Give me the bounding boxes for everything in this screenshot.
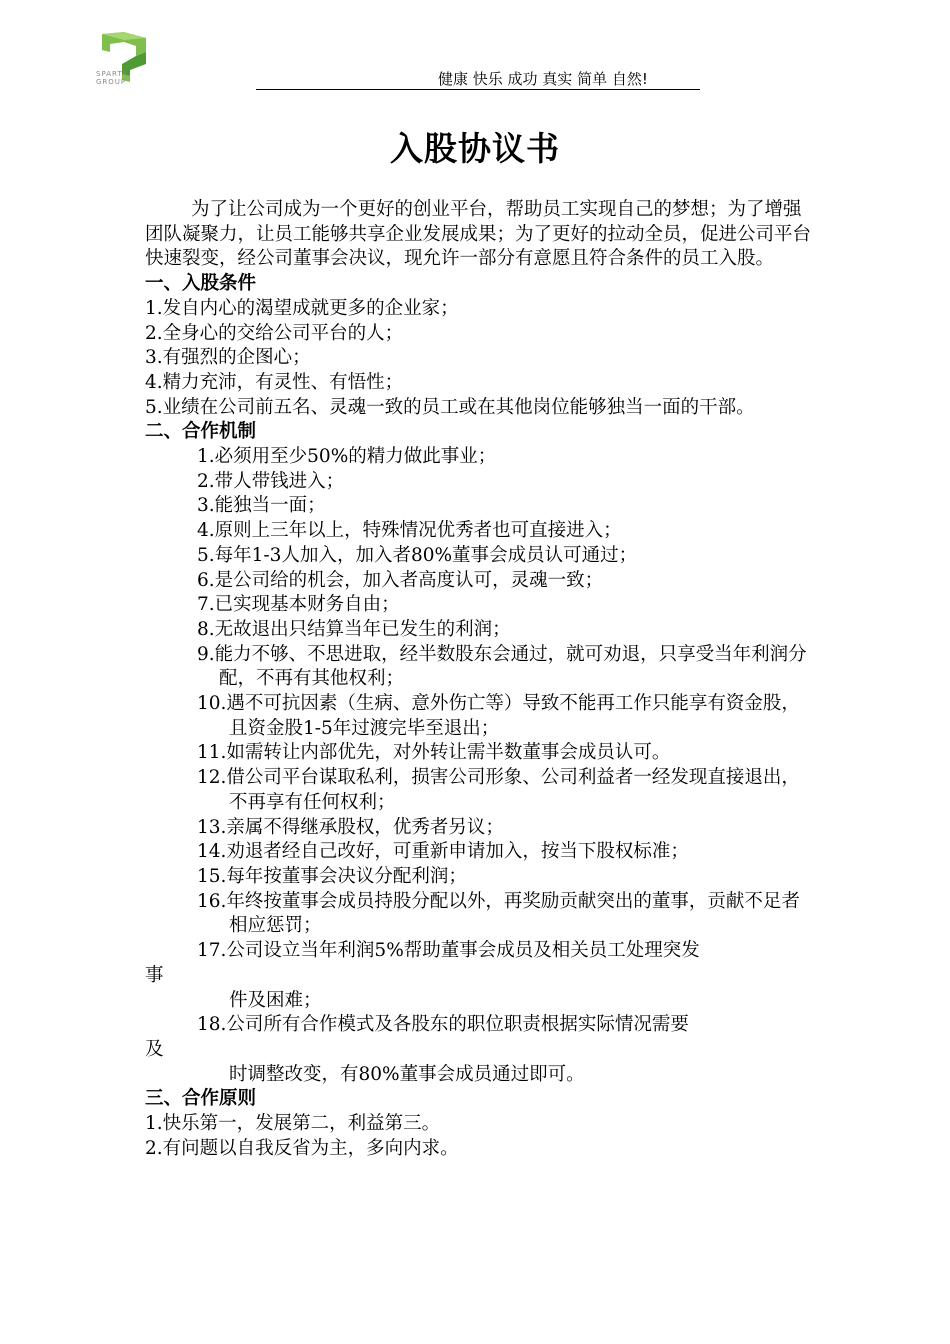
- list-item: 10.遇不可抗因素（生病、意外伤亡等）导致不能再工作只能享有资金股，且资金股1-5年过渡完毕至退出；: [197, 693, 800, 739]
- list-item-continuation: 时调整改变，有80%董事会成员通过即可。: [229, 1063, 585, 1085]
- document-body: [145, 198, 811, 1161]
- section-heading-mechanism: 二、合作机制: [145, 421, 257, 443]
- list-item: 9.能力不够、不思进取，经半数股东会通过，就可劝退，只享受当年利润分配，不再有其他权利；: [197, 643, 807, 690]
- section-heading-principles: 三、合作原则: [145, 1088, 257, 1110]
- list-item: 1.发自内心的渴望成就更多的企业家；: [145, 297, 459, 319]
- list-item: 1.必须用至少50%的精力做此事业；: [197, 446, 497, 468]
- list-item: 8.无故退出只结算当年已发生的利润；: [197, 618, 511, 640]
- logo-text: [96, 70, 128, 86]
- list-item: 4.精力充沛，有灵性、有悟性；: [145, 371, 404, 393]
- list-item: 11.如需转让内部优先，对外转让需半数董事会成员认可。: [197, 742, 671, 764]
- list-item-wrap: 事: [145, 964, 164, 986]
- list-item-continuation: 件及困难；: [229, 989, 322, 1011]
- logo-line: GROUP: [96, 78, 127, 86]
- list-item: 3.有强烈的企图心；: [145, 347, 311, 369]
- list-item: 7.已实现基本财务自由；: [197, 594, 400, 616]
- list-item: 15.每年按董事会决议分配利润；: [197, 865, 467, 887]
- section-heading-conditions: 一、入股条件: [145, 273, 257, 295]
- list-item: 5.每年1-3人加入，加入者80%董事会成员认可通过；: [197, 544, 638, 566]
- list-item: 6.是公司给的机会，加入者高度认可，灵魂一致；: [197, 569, 604, 591]
- list-item-line: 18.公司所有合作模式及各股东的职位职责根据实际情况需要: [197, 1014, 689, 1036]
- list-item: 1.快乐第一，发展第二，利益第三。: [145, 1113, 441, 1135]
- list-item: 2.有问题以自我反省为主，多向内求。: [145, 1137, 459, 1159]
- list-item-wrap: 及: [145, 1038, 164, 1060]
- list-item: 16.年终按董事会成员持股分配以外，再奖励贡献突出的董事，贡献不足者相应惩罚；: [197, 890, 800, 937]
- logo-line: SPARTA: [96, 70, 128, 78]
- list-item-line: 17.公司设立当年利润5%帮助董事会成员及相关员工处理突发: [197, 940, 700, 962]
- header-motto: 健康 快乐 成功 真实 简单 自然!: [438, 70, 648, 88]
- list-item: 14.劝退者经自己改好，可重新申请加入，按当下股权标准；: [197, 841, 689, 863]
- list-item: 3.能独当一面；: [197, 495, 326, 517]
- list-item: 2.全身心的交给公司平台的人；: [145, 322, 404, 344]
- list-item: 5.业绩在公司前五名、灵魂一致的员工或在其他岗位能够独当一面的干部。: [145, 396, 755, 418]
- list-item: 4.原则上三年以上，特殊情况优秀者也可直接进入；: [197, 520, 622, 542]
- list-item: 2.带人带钱进入；: [197, 470, 345, 492]
- list-item: 12.借公司平台谋取私利，损害公司形象、公司利益者一经发现直接退出，不再享有任何权利；: [197, 767, 800, 813]
- list-item: 13.亲属不得继承股权，优秀者另议；: [197, 816, 504, 838]
- header-rule: [256, 89, 700, 90]
- document-title: 入股协议书: [390, 129, 560, 168]
- intro-paragraph: 为了让公司成为一个更好的创业平台，帮助员工实现自己的梦想；为了增强团队凝聚力，让员工能够共享企业发展成果；为了更好的拉动全员，促进公司平台快速裂变，经公司董事会决议，现允许一部分有意愿且符合条件的员工入股。: [145, 199, 812, 270]
